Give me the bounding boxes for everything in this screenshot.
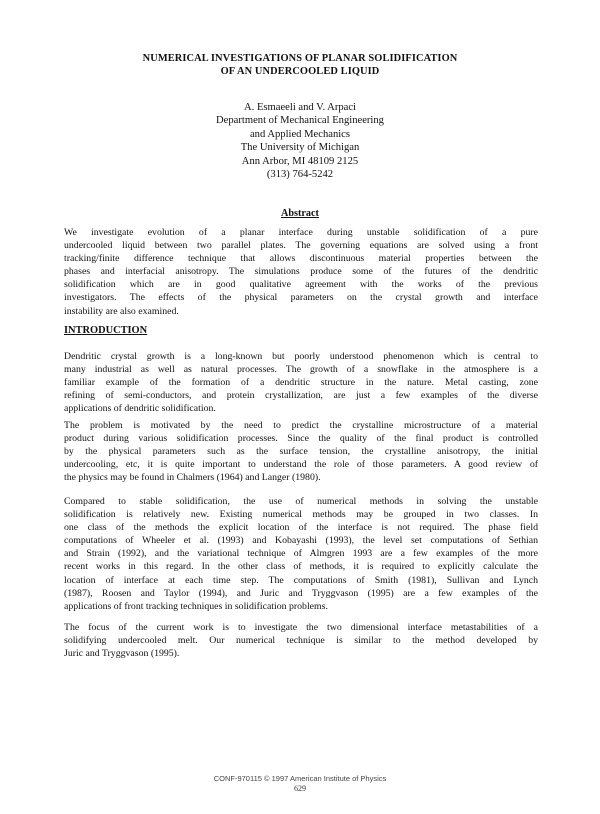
paragraph-line: Dendritic crystal growth is a long-known but poorly understood phenomenon which is central to [64, 351, 538, 362]
paper-title [0, 52, 600, 78]
paragraph-line: refining of semi-conductors, and protein crystallization, are just a few examples of the diverse [64, 390, 538, 402]
conference-notice: CONF-970115 © 1997 American Institute of Physics [213, 774, 387, 783]
author-block [0, 101, 600, 181]
title-line-1: NUMERICAL INVESTIGATIONS OF PLANAR SOLIDIFICATION [142, 53, 458, 64]
paragraph-line: computations of Wheeler et al. (1993) and Kobayashi (1993), the level set computations of Sethian [64, 535, 538, 547]
page-footer [0, 774, 600, 794]
abstract-line: phases and interfacial anisotropy. The simulations produce some of the futures of the dendritic [64, 266, 538, 278]
paragraph-line: undercooling, etc, it is quite important to understand the role of those parameters. A good review of [64, 459, 538, 471]
paragraph-line: location of interface at each time step. The computations of Smith (1981), Sullivan and Lynch [64, 574, 538, 586]
abstract-line: solidification which are in good qualitative agreement with the works of the previous [64, 279, 538, 291]
author-department-2: and Applied Mechanics [249, 128, 351, 140]
abstract-body [64, 226, 538, 318]
abstract-line: We investigate evolution of a planar interface during unstable solidification of a pure [64, 227, 538, 238]
paragraph-line: The problem is motivated by the need to predict the crystalline microstructure of a material [64, 420, 538, 431]
intro-paragraph-2 [64, 419, 538, 484]
paragraph-line: applications of front tracking techniques in solidification problems. [64, 600, 328, 612]
paragraph-line: recent works in this regard. In the other class of methods, it is required to explicitly calculate the [64, 561, 538, 573]
paragraph-line: (1987), Roosen and Taylor (1994), and Juric and Tryggvason (1995) are a few examples of the [64, 587, 538, 599]
paragraph-line: solidifying undercooled melt. Our numerical technique is similar to the method developed by [64, 635, 538, 647]
intro-paragraph-1 [64, 350, 538, 415]
author-university: The University of Michigan [240, 142, 360, 154]
author-phone: (313) 764-5242 [266, 169, 334, 181]
author-address: Ann Arbor, MI 48109 2125 [241, 155, 359, 167]
paragraph-line: by the physical parameters such as the surface tension, the crystalline anisotropy, the initial [64, 446, 538, 458]
abstract-line: undercooled liquid between two parallel plates. The governing equations are solved using a front [64, 240, 538, 252]
paragraph-line: one class of the methods the explicit location of the interface is not required. The phase field [64, 522, 538, 534]
author-department: Department of Mechanical Engineering [216, 115, 384, 127]
intro-paragraph-4 [64, 621, 538, 660]
paragraph-line: product during various solidification processes. Since the quality of the final product is controlled [64, 433, 538, 445]
paragraph-line: Compared to stable solidification, the use of numerical methods in solving the unstable [64, 496, 538, 507]
introduction-heading: INTRODUCTION [64, 325, 148, 336]
paragraph-line: the physics may be found in Chalmers (1964) and Langer (1980). [64, 472, 321, 484]
abstract-heading: Abstract [281, 208, 319, 219]
paragraph-line: solidification is relatively new. Existing numerical methods may be grouped in two classes. In [64, 509, 538, 521]
paragraph-line: familiar example of the formation of a dendritic structure in the nature. Metal casting, zone [64, 377, 538, 389]
intro-paragraph-3 [64, 495, 538, 613]
paragraph-line: Juric and Tryggvason (1995). [64, 648, 180, 660]
author-names: A. Esmaeeli and V. Arpaci [244, 102, 356, 113]
paragraph-line: The focus of the current work is to investigate the two dimensional interface metastabilities of a [64, 622, 538, 633]
paragraph-line: and Strain (1992), and the variational technique of Almgren 1993 are a few examples of the more [64, 548, 538, 560]
abstract-line: investigators. The effects of the physical parameters on the crystal growth and interface [64, 292, 538, 304]
page-number: 629 [294, 784, 306, 793]
abstract-line: tracking/finite difference technique that allows discontinuous material properties between the [64, 253, 538, 265]
title-line-2: OF AN UNDERCOOLED LIQUID [220, 66, 380, 77]
paragraph-line: many industrial as well as natural processes. The growth of a snowflake in the atmosphere is a [64, 364, 538, 376]
abstract-line: instability are also examined. [64, 305, 179, 317]
paragraph-line: applications of dendritic solidification. [64, 403, 216, 415]
